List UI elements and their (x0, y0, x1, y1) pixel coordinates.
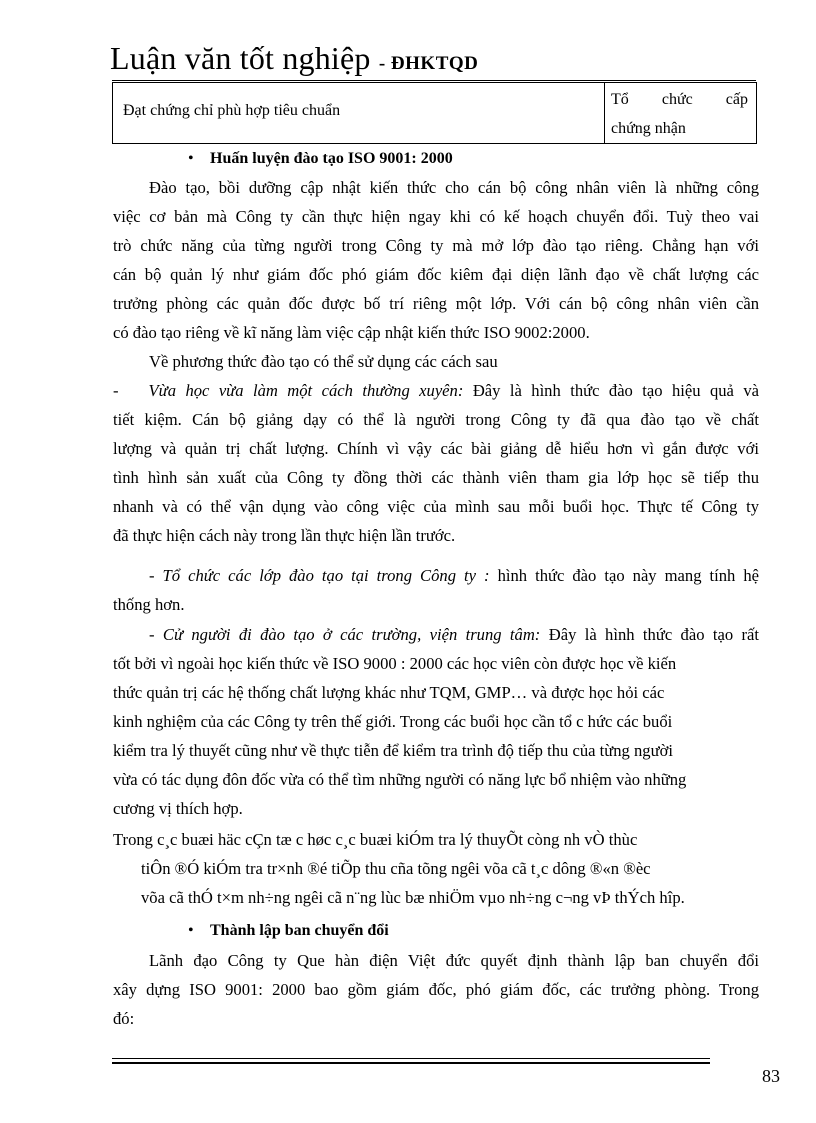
header-subtitle: - ĐHKTQD (378, 53, 479, 74)
paragraph-garbled-encoding (113, 825, 759, 912)
text-line: cán bộ quản lý như giám đốc phó giám đốc kiêm đại diện lãnh đạo về chất lượng các (113, 265, 759, 284)
paragraph-method-inhouse (113, 561, 759, 619)
text-line: xây dựng ISO 9001: 2000 bao gồm giám đốc, phó giám đốc, các trưởng phòng. Trong (113, 980, 759, 999)
text-line: tiết kiệm. Cán bộ giảng dạy có thể là người trong Công ty đã qua đào tạo về chất (113, 410, 759, 429)
text-fragment: Đây là hình thức đào tạo hiệu quả và (472, 381, 760, 400)
table-cell-right-line2: chứng nhận (611, 120, 686, 137)
text-line: Lãnh đạo Công ty Que hàn điện Việt đức quyết định thành lập ban chuyển đổi (149, 951, 759, 970)
section-heading-training (188, 149, 453, 169)
bullet-icon: • (188, 150, 194, 167)
text-line: tình hình sản xuất của Công ty đồng thời các thành viên tham gia lớp học sẽ tiếp thu (113, 468, 759, 487)
table-cell-right (605, 83, 756, 143)
footer-rule-thick (112, 1062, 710, 1064)
header-title: Luận văn tốt nghiệp (110, 40, 371, 76)
text-line: đó: (113, 1009, 135, 1028)
page-header (110, 38, 770, 84)
bullet-icon: • (188, 922, 194, 939)
dash: - (113, 381, 119, 400)
text-fragment: hình thức đào tạo này mang tính hệ (497, 566, 760, 585)
text-line (113, 376, 759, 405)
text-line: Đào tạo, bồi dưỡng cập nhật kiến thức cho cán bộ công nhân viên là những công (149, 178, 759, 197)
paragraph-training-intro (113, 173, 759, 376)
text-line: Trong c¸c buæi häc cÇn tæ c høc c¸c buæi kiÓm tra lý thuyÕt còng nh vÒ thùc (113, 830, 638, 849)
text-line: nhanh và có thể vận dụng vào công việc của mình sau mỗi buổi học. Thực tế Công ty (113, 497, 759, 516)
section-heading-training-text: Huấn luyện đào tạo ISO 9001: 2000 (210, 150, 453, 167)
paragraph-committee (113, 946, 759, 1033)
section-heading-committee (188, 921, 389, 941)
certification-table (112, 82, 757, 144)
text-line: trò chức năng của từng người trong Công ty mà mở lớp đào tạo riêng. Chẳng hạn với (113, 236, 759, 255)
paragraph-methods-intro: Về phương thức đào tạo có thể sử dụng các cách sau (149, 352, 498, 371)
table-cell-right-line1: Tổ chức cấp (611, 91, 748, 108)
section-heading-committee-text: Thành lập ban chuyển đổi (210, 922, 389, 939)
text-line: lượng và quản trị chất lượng. Chính vì vậy các bài giảng dễ hiểu hơn vì gắn được với (113, 439, 759, 458)
text-line: việc cơ bản mà Công ty cần thực hiện ngay khi có kế hoạch chuyển đổi. Tuỳ theo vai (113, 207, 759, 226)
method-title: - Tổ chức các lớp đào tạo tại trong Công ty : (149, 566, 490, 585)
text-line: đã thực hiện cách này trong lần thực hiện lần trước. (113, 526, 456, 545)
text-line: cương vị thích hợp. (113, 799, 243, 818)
text-line: vừa có tác dụng đôn đốc vừa có thể tìm những người có năng lực bổ nhiệm vào những (113, 770, 687, 789)
header-rule (112, 80, 756, 81)
method-title: Vừa học vừa làm một cách thường xuyên: (148, 381, 464, 400)
text-line: võa cã thÓ t×m nh÷ng ngêi cã n¨ng lùc bæ nhiÖm vµo nh÷ng c¬ng vÞ thÝch hîp. (141, 888, 685, 907)
method-title: - Cử người đi đào tạo ở các trường, viện trung tâm: (149, 625, 541, 644)
paragraph-method-work-study (113, 376, 759, 550)
text-line: có đào tạo riêng về kĩ năng làm việc cập nhật kiến thức ISO 9002:2000. (113, 323, 590, 342)
table-cell-left: Đạt chứng chỉ phù hợp tiêu chuẩn (113, 83, 605, 143)
text-fragment: Đây là hình thức đào tạo rất (548, 625, 760, 644)
text-line: kiểm tra lý thuyết cũng như về thực tiễn để kiểm tra trình độ tiếp thu của từng người (113, 741, 673, 760)
footer-rule (112, 1058, 710, 1059)
text-line (113, 620, 759, 649)
text-line: thống hơn. (113, 595, 185, 614)
text-line: tốt bởi vì ngoài học kiến thức về ISO 9000 : 2000 các học viên còn được học về kiến (113, 654, 677, 673)
page-number: 83 (762, 1066, 780, 1086)
text-line: trưởng phòng các quản đốc được bố trí riêng một lớp. Với cán bộ công nhân viên cần (113, 294, 759, 313)
text-line: kinh nghiệm của các Công ty trên thế giới. Trong các buổi học cần tổ c hức các buổi (113, 712, 673, 731)
text-line: thức quản trị các hệ thống chất lượng khác như TQM, GMP… và được học hỏi các (113, 683, 665, 702)
paragraph-method-external (113, 620, 759, 823)
text-line (113, 561, 759, 590)
text-line: tiÔn ®Ó kiÓm tra tr×nh ®é tiÕp thu cña tõng ngêi võa cã t¸c dông ®«n ®èc (141, 859, 651, 878)
